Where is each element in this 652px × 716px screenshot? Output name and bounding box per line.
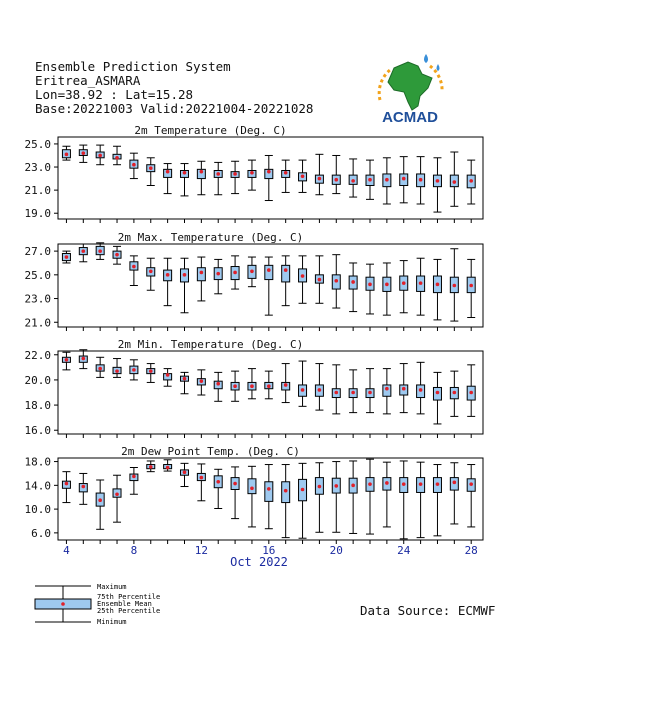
- box-day-24: [400, 157, 408, 203]
- box-day-26: [433, 158, 441, 212]
- mean-dot: [402, 177, 406, 181]
- box-day-23: [383, 158, 391, 204]
- box-day-4: [62, 352, 70, 370]
- legend-p25: 25th Percentile: [97, 607, 161, 615]
- mean-dot: [402, 482, 406, 486]
- mean-dot: [267, 170, 271, 174]
- y-tick-label: 16.0: [24, 424, 51, 438]
- mean-dot: [233, 271, 237, 275]
- mean-dot: [183, 273, 187, 277]
- mean-dot: [132, 265, 136, 269]
- mean-dot: [98, 154, 102, 158]
- box-day-15: [248, 466, 256, 527]
- x-tick-label: 28: [464, 544, 478, 557]
- box-day-8: [130, 153, 138, 178]
- mean-dot: [183, 171, 187, 175]
- box-day-10: [164, 258, 172, 305]
- mean-dot: [385, 178, 389, 182]
- box-day-27: [450, 152, 458, 206]
- box-day-16: [265, 155, 273, 200]
- box-day-11: [180, 463, 188, 486]
- x-tick-label: 8: [130, 544, 138, 557]
- mean-dot: [200, 476, 204, 480]
- mean-dot: [98, 498, 102, 502]
- mean-dot: [469, 179, 473, 183]
- iqr-box: [265, 482, 273, 502]
- box-day-26: [433, 259, 441, 319]
- box-day-4: [62, 251, 70, 263]
- iqr-box: [383, 385, 391, 396]
- y-tick-label: 23.0: [24, 292, 51, 306]
- mean-dot: [267, 384, 271, 388]
- mean-dot: [368, 283, 372, 287]
- box-day-22: [366, 160, 374, 199]
- panel-3: [25, 338, 484, 438]
- box-day-27: [450, 463, 458, 524]
- box-day-10: [164, 460, 172, 471]
- box-day-19: [315, 256, 323, 303]
- mean-dot: [469, 391, 473, 395]
- y-tick-label: 25.0: [24, 137, 51, 151]
- mean-dot: [419, 388, 423, 392]
- box-day-13: [214, 469, 222, 508]
- panel-title: 2m Dew Point Temp. (Deg. C): [121, 445, 300, 458]
- box-day-20: [332, 255, 340, 308]
- mean-dot: [115, 492, 119, 496]
- mean-dot: [267, 268, 271, 272]
- box-day-6: [96, 243, 104, 260]
- station-name: Eritrea_ASMARA: [35, 73, 141, 88]
- box-day-22: [366, 264, 374, 314]
- box-day-14: [231, 371, 239, 401]
- box-day-21: [349, 461, 357, 533]
- box-day-11: [180, 164, 188, 196]
- legend-minimum: Minimum: [97, 618, 127, 626]
- box-day-8: [130, 256, 138, 286]
- mean-dot: [233, 172, 237, 176]
- legend-mean: Ensemble Mean: [97, 600, 152, 608]
- station-coords: Lon=38.92 : Lat=15.28: [35, 87, 194, 102]
- mean-dot: [115, 156, 119, 160]
- box-day-25: [417, 462, 425, 537]
- mean-dot: [81, 485, 85, 489]
- mean-dot: [334, 484, 338, 488]
- mean-dot: [469, 284, 473, 288]
- y-tick-label: 19.0: [24, 207, 51, 221]
- mean-dot: [351, 391, 355, 395]
- mean-dot: [284, 171, 288, 175]
- box-day-10: [164, 164, 172, 194]
- box-day-17: [282, 160, 290, 192]
- chart-panels: [25, 124, 484, 544]
- box-day-21: [349, 159, 357, 197]
- box-day-17: [282, 256, 290, 306]
- box-day-19: [315, 463, 323, 533]
- mean-dot: [318, 388, 322, 392]
- mean-dot: [318, 278, 322, 282]
- mean-dot: [301, 388, 305, 392]
- box-day-17: [282, 465, 290, 538]
- box-day-4: [62, 146, 70, 160]
- legend-maximum: Maximum: [97, 583, 127, 591]
- x-tick-label: 16: [262, 544, 276, 557]
- panel-title: 2m Min. Temperature (Deg. C): [117, 338, 304, 351]
- panel-2: [25, 231, 484, 331]
- panel-1: [25, 124, 484, 223]
- mean-dot: [65, 153, 69, 157]
- mean-dot: [402, 281, 406, 285]
- mean-dot: [81, 357, 85, 361]
- box-day-18: [299, 463, 307, 538]
- y-tick-label: 22.0: [24, 348, 51, 362]
- box-day-20: [332, 155, 340, 193]
- box-day-28: [467, 160, 475, 204]
- box-day-12: [197, 161, 205, 194]
- box-day-5: [79, 244, 87, 262]
- mean-dot: [81, 151, 85, 155]
- box-day-13: [214, 372, 222, 401]
- box-day-7: [113, 475, 121, 522]
- box-day-15: [248, 160, 256, 190]
- y-tick-label: 10.0: [24, 503, 51, 517]
- mean-dot: [453, 481, 457, 485]
- box-day-15: [248, 369, 256, 399]
- box-day-13: [214, 162, 222, 194]
- mean-dot: [453, 284, 457, 288]
- mean-dot: [216, 382, 220, 386]
- box-day-10: [164, 369, 172, 387]
- box-day-8: [130, 360, 138, 380]
- box-day-22: [366, 369, 374, 413]
- box-day-6: [96, 480, 104, 529]
- box-day-28: [467, 259, 475, 317]
- mean-dot: [351, 280, 355, 284]
- mean-dot: [81, 249, 85, 253]
- mean-dot: [216, 480, 220, 484]
- x-axis-label: Oct 2022: [230, 555, 288, 569]
- mean-dot: [334, 279, 338, 283]
- box-day-16: [265, 465, 273, 529]
- box-day-12: [197, 370, 205, 395]
- mean-dot: [132, 163, 136, 167]
- mean-dot: [334, 178, 338, 182]
- mean-dot: [318, 177, 322, 181]
- y-tick-label: 25.0: [24, 268, 51, 282]
- mean-dot: [98, 249, 102, 253]
- mean-dot: [453, 180, 457, 184]
- mean-dot: [115, 369, 119, 373]
- mean-dot: [436, 179, 440, 183]
- box-day-16: [265, 371, 273, 399]
- iqr-box: [248, 479, 256, 494]
- mean-dot: [385, 387, 389, 391]
- box-day-17: [282, 364, 290, 403]
- y-tick-label: 20.0: [24, 373, 51, 387]
- box-day-24: [400, 364, 408, 413]
- box-day-7: [113, 146, 121, 164]
- box-day-25: [417, 258, 425, 315]
- iqr-box: [265, 265, 273, 279]
- mean-dot: [301, 174, 305, 178]
- y-tick-label: 18.0: [24, 399, 51, 413]
- box-day-24: [400, 461, 408, 539]
- x-tick-label: 20: [329, 544, 343, 557]
- mean-dot: [301, 488, 305, 492]
- iqr-box: [282, 265, 290, 282]
- box-day-19: [315, 154, 323, 194]
- mean-dot: [419, 178, 423, 182]
- box-day-14: [231, 161, 239, 193]
- mean-dot: [436, 283, 440, 287]
- mean-dot: [368, 391, 372, 395]
- mean-dot: [402, 387, 406, 391]
- box-day-23: [383, 462, 391, 527]
- box-day-18: [299, 160, 307, 192]
- box-day-24: [400, 261, 408, 313]
- box-day-7: [113, 246, 121, 264]
- mean-dot: [132, 475, 136, 479]
- mean-dot: [183, 377, 187, 381]
- box-day-27: [450, 371, 458, 416]
- box-day-23: [383, 369, 391, 414]
- y-tick-label: 6.0: [31, 526, 51, 540]
- mean-dot: [216, 172, 220, 176]
- box-day-5: [79, 350, 87, 369]
- box-day-11: [180, 258, 188, 313]
- x-tick-label: 24: [397, 544, 411, 557]
- box-day-9: [147, 258, 155, 290]
- mean-dot: [166, 170, 170, 174]
- mean-dot: [368, 482, 372, 486]
- box-day-28: [467, 365, 475, 417]
- system-title: Ensemble Prediction System: [35, 59, 231, 74]
- mean-dot: [216, 272, 220, 276]
- box-day-18: [299, 361, 307, 406]
- box-day-13: [214, 259, 222, 293]
- mean-dot: [385, 481, 389, 485]
- mean-dot: [284, 489, 288, 493]
- box-day-22: [366, 459, 374, 534]
- mean-dot: [301, 274, 305, 278]
- mean-dot: [149, 369, 153, 373]
- mean-dot: [250, 171, 254, 175]
- box-day-27: [450, 249, 458, 321]
- x-tick-label: 12: [194, 544, 208, 557]
- box-day-4: [62, 472, 70, 503]
- box-day-23: [383, 263, 391, 315]
- box-day-6: [96, 357, 104, 377]
- mean-dot: [98, 367, 102, 371]
- mean-dot: [351, 484, 355, 488]
- mean-dot: [65, 358, 69, 362]
- legend: [35, 583, 160, 626]
- box-day-26: [433, 465, 441, 536]
- mean-dot: [453, 391, 457, 395]
- box-day-9: [147, 158, 155, 186]
- mean-dot: [200, 379, 204, 383]
- mean-dot: [233, 482, 237, 486]
- mean-dot: [65, 482, 69, 486]
- box-day-12: [197, 464, 205, 501]
- box-day-19: [315, 364, 323, 411]
- panel-title: 2m Temperature (Deg. C): [134, 124, 287, 137]
- mean-dot: [183, 470, 187, 474]
- mean-dot: [334, 391, 338, 395]
- legend-mean-dot: [61, 602, 65, 606]
- box-day-20: [332, 365, 340, 414]
- mean-dot: [284, 268, 288, 272]
- mean-dot: [250, 487, 254, 491]
- x-tick-label: 4: [63, 544, 70, 557]
- mean-dot: [318, 485, 322, 489]
- box-day-7: [113, 359, 121, 378]
- mean-dot: [200, 170, 204, 174]
- mean-dot: [419, 281, 423, 285]
- y-tick-label: 21.0: [24, 316, 51, 330]
- mean-dot: [166, 373, 170, 377]
- box-day-15: [248, 257, 256, 287]
- mean-dot: [149, 166, 153, 170]
- forecast-dates: Base:20221003 Valid:20221004-20221028: [35, 101, 314, 116]
- panel-4: [25, 445, 484, 544]
- y-tick-label: 27.0: [24, 245, 51, 259]
- box-day-25: [417, 362, 425, 414]
- mean-dot: [250, 269, 254, 273]
- data-source: Data Source: ECMWF: [360, 603, 496, 618]
- box-day-6: [96, 145, 104, 165]
- panel-title: 2m Max. Temperature (Deg. C): [117, 231, 304, 244]
- box-day-5: [79, 473, 87, 504]
- mean-dot: [267, 487, 271, 491]
- mean-dot: [436, 391, 440, 395]
- box-day-25: [417, 157, 425, 204]
- mean-dot: [149, 465, 153, 469]
- mean-dot: [469, 482, 473, 486]
- logo-text: ACMAD: [382, 109, 438, 126]
- box-day-21: [349, 370, 357, 413]
- mean-dot: [166, 273, 170, 277]
- mean-dot: [284, 383, 288, 387]
- y-tick-label: 18.0: [24, 455, 51, 469]
- box-day-9: [147, 461, 155, 472]
- y-tick-label: 14.0: [24, 479, 51, 493]
- box-day-11: [180, 372, 188, 393]
- legend-p75: 75th Percentile: [97, 593, 161, 601]
- mean-dot: [233, 384, 237, 388]
- mean-dot: [351, 179, 355, 183]
- mean-dot: [250, 384, 254, 388]
- mean-dot: [368, 178, 372, 182]
- mean-dot: [65, 255, 69, 259]
- y-tick-label: 21.0: [24, 184, 51, 198]
- x-axis: [63, 544, 478, 569]
- mean-dot: [149, 269, 153, 273]
- mean-dot: [419, 482, 423, 486]
- mean-dot: [200, 271, 204, 275]
- box-day-16: [265, 257, 273, 315]
- box-day-20: [332, 462, 340, 533]
- box-day-14: [231, 256, 239, 289]
- mean-dot: [115, 253, 119, 257]
- box-day-9: [147, 364, 155, 383]
- mean-dot: [436, 482, 440, 486]
- mean-dot: [132, 368, 136, 372]
- y-tick-label: 23.0: [24, 161, 51, 175]
- box-day-8: [130, 468, 138, 495]
- box-day-26: [433, 372, 441, 424]
- box-day-28: [467, 465, 475, 527]
- mean-dot: [166, 466, 170, 470]
- mean-dot: [385, 283, 389, 287]
- box-day-14: [231, 467, 239, 519]
- box-day-21: [349, 263, 357, 312]
- box-day-5: [79, 145, 87, 162]
- box-day-12: [197, 257, 205, 301]
- box-day-18: [299, 256, 307, 303]
